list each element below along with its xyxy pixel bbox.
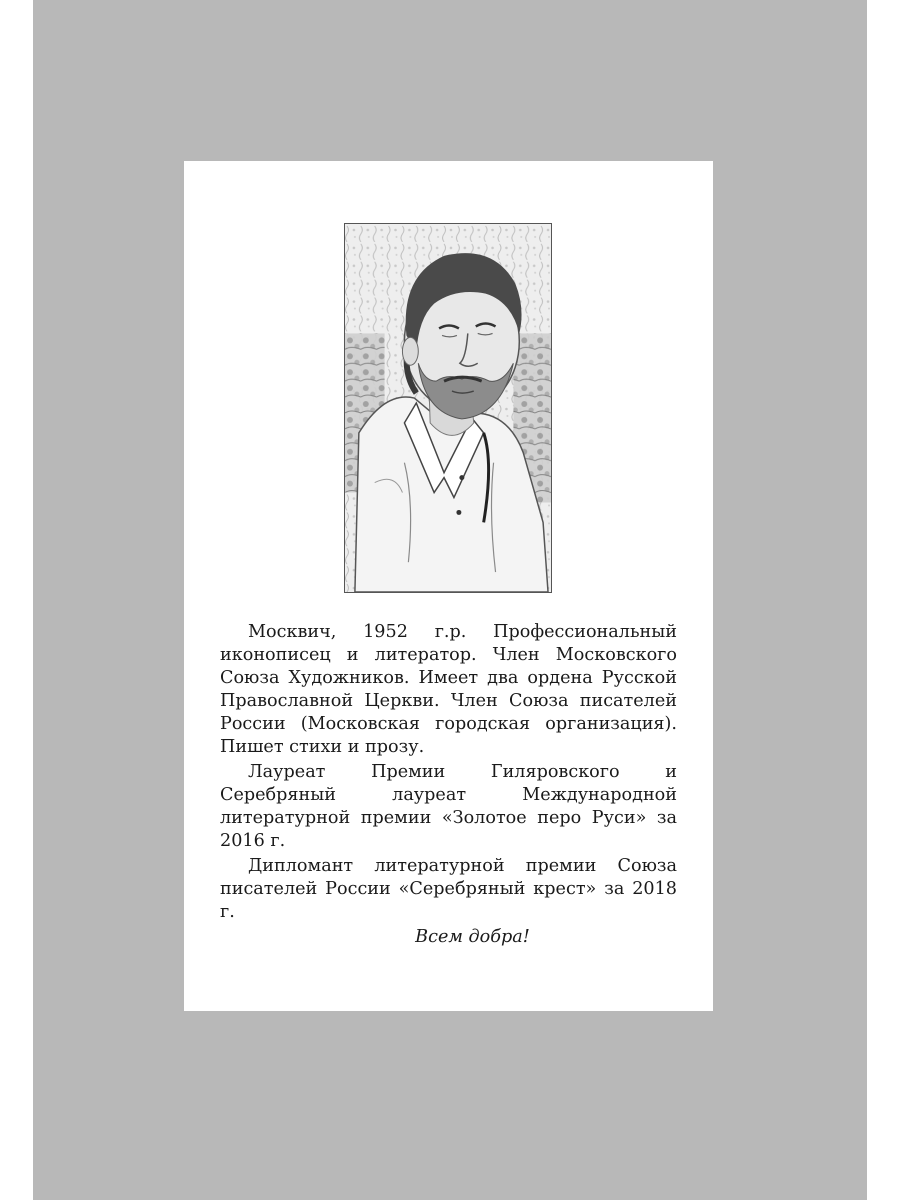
book-page xyxy=(184,161,713,1011)
portrait-image xyxy=(345,224,551,592)
author-portrait xyxy=(344,223,552,593)
author-biography xyxy=(220,621,677,949)
bio-paragraph: Лауреат Премии Гиляровского и Серебряный лауреат Международной литературной премии «Золотое перо Руси» за 2016 г. xyxy=(220,762,677,851)
closing-line: Всем добра! xyxy=(415,927,530,947)
bio-paragraph: Дипломант литературной премии Союза писателей России «Серебряный крест» за 2018 г. xyxy=(220,856,677,922)
bio-paragraph: Москвич, 1952 г.р. Профессиональный иконописец и литератор. Член Московского Союза Художников. Имеет два ордена Русской Православной Церкви. Член Союза писателей России (Московская городская организация). Пишет стихи и прозу. xyxy=(220,622,677,757)
